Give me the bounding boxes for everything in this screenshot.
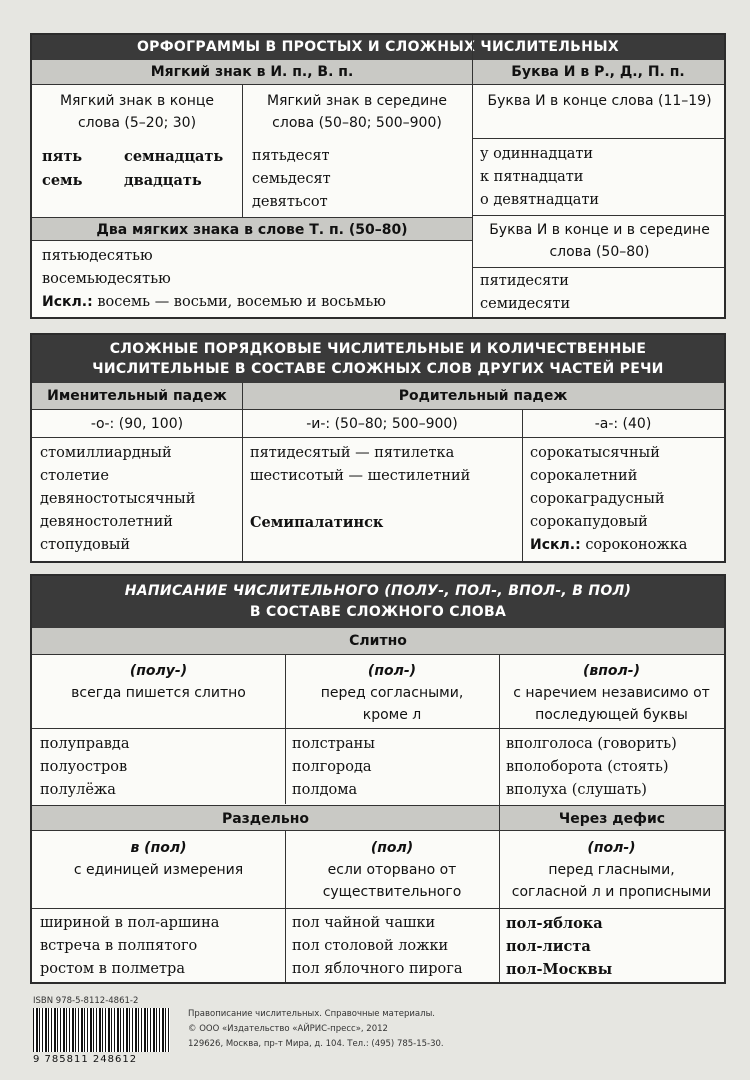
word: двадцать: [124, 172, 202, 189]
col2-description: Мягкий знак в середине слова (50–80; 500–900): [266, 93, 448, 131]
word: шириной в пол-аршина: [40, 915, 220, 931]
pol3-head: (пол-): [587, 840, 636, 856]
word: пятидесятый — пятилетка: [250, 445, 455, 461]
word: пол яблочного пирога: [292, 961, 463, 977]
word: пол-Москвы: [506, 961, 613, 978]
exception-text: сороконожка: [585, 537, 688, 553]
section3-title-line2: В СОСТАВЕ СЛОЖНОГО СЛОВА: [249, 604, 507, 620]
word: ростом в полметра: [40, 961, 185, 977]
pol-desc: перед согласными, кроме л: [320, 685, 464, 723]
pol-head: (пол-): [367, 663, 417, 679]
word: вполголоса (говорить): [506, 736, 677, 752]
col3b-description: Буква И в конце и в середине слова (50–80): [489, 222, 710, 260]
col3b-examples: [480, 270, 720, 316]
pol2-examples: [292, 912, 497, 981]
section2-title-line2: ЧИСЛИТЕЛЬНЫЕ В СОСТАВЕ СЛОЖНЫХ СЛОВ ДРУГИХ ЧАСТЕЙ РЕЧИ: [92, 361, 664, 377]
word: пол-листа: [506, 938, 591, 955]
pol2-cell: [285, 837, 499, 903]
vpol-desc: с наречием независимо от последующей буквы: [513, 685, 710, 723]
col-o-examples: [40, 442, 240, 557]
word: пол чайной чашки: [292, 915, 436, 931]
word: семь: [42, 172, 83, 189]
section2-title: [32, 335, 724, 383]
section3-title: [32, 576, 724, 628]
isbn: ISBN 978-5-8112-4861-2: [33, 996, 139, 1006]
word: сорокалетний: [530, 468, 638, 484]
sub-i: -и-: (50–80; 500–900): [306, 416, 458, 432]
polu-examples: [40, 733, 280, 802]
word: Семипалатинск: [250, 514, 384, 531]
word: столетие: [40, 468, 109, 484]
vpol2-head: в (пол): [130, 840, 187, 856]
exception-label: Искл.:: [530, 537, 581, 553]
word: сорокатысячный: [530, 445, 660, 461]
word: стомиллиардный: [40, 445, 172, 461]
sub-a: -а-: (40): [594, 416, 652, 432]
word: пол столовой ложки: [292, 938, 449, 954]
two-soft-header: Два мягких знака в слове Т. п. (50–80): [32, 217, 472, 241]
polu-cell: [32, 660, 285, 704]
exception-label: Искл.:: [42, 294, 93, 310]
sub-o: -о-: (90, 100): [90, 416, 184, 432]
word: о девятнадцати: [480, 192, 600, 208]
right-header-text: Буква И в Р., Д., П. п.: [511, 64, 685, 80]
two-soft-examples: [42, 245, 472, 314]
word: полуостров: [40, 759, 128, 775]
pol2-head: (пол): [370, 840, 414, 856]
vpol-examples: [506, 733, 722, 802]
word: вполуха (слушать): [506, 782, 647, 798]
col3-examples: [480, 143, 720, 212]
separate-header: Раздельно: [32, 805, 499, 831]
col3-description: Буква И в конце слова (11–19): [487, 93, 712, 109]
word: пять: [42, 148, 83, 165]
footer-line1: Правописание числительных. Справочные материалы.: [188, 1009, 435, 1019]
pol3-cell: [499, 837, 724, 903]
word: девятьсот: [252, 194, 328, 210]
word: полстраны: [292, 736, 375, 752]
word: семьдесят: [252, 171, 331, 187]
header-nominative: Именительный падеж: [32, 383, 242, 409]
pol3-desc: перед гласными, согласной л и прописными: [511, 862, 712, 900]
barcode: [33, 1008, 170, 1052]
word: полдома: [292, 782, 358, 798]
fused-header: Слитно: [32, 628, 724, 654]
left-header: Мягкий знак в И. п., В. п.: [32, 60, 472, 84]
word: семидесяти: [480, 296, 571, 312]
word: у одиннадцати: [480, 146, 594, 162]
word: восемьюдесятью: [42, 271, 171, 287]
ordinal-card: [30, 333, 726, 563]
footer-line2: © ООО «Издательство «АЙРИС-пресс», 2012: [188, 1024, 388, 1034]
vpol2-examples: [40, 912, 282, 981]
word: к пятнадцати: [480, 169, 584, 185]
section1-title: ОРФОГРАММЫ В ПРОСТЫХ И СЛОЖНЫХ ЧИСЛИТЕЛЬНЫХ: [32, 35, 724, 60]
spelling-card: [30, 33, 726, 319]
polu-desc: всегда пишется слитно: [71, 685, 246, 701]
pol-cell: [285, 660, 499, 726]
col-i-examples: [250, 442, 520, 534]
word: пятидесяти: [480, 273, 569, 289]
word: стопудовый: [40, 537, 131, 553]
half-card: [30, 574, 726, 984]
exception-text: восемь — восьми, восемью и восьмью: [97, 294, 386, 310]
word: полгорода: [292, 759, 372, 775]
vpol2-desc: с единицей измерения: [73, 862, 244, 878]
word: вполоборота (стоять): [506, 759, 669, 775]
pol-examples: [292, 733, 497, 802]
word: встреча в полпятого: [40, 938, 198, 954]
word: шестисотый — шестилетний: [250, 468, 471, 484]
word: семнадцать: [124, 148, 224, 165]
hyphen-header: Через дефис: [499, 805, 724, 831]
col1-description: Мягкий знак в конце слова (5–20; 30): [59, 93, 215, 131]
word: сорокапудовый: [530, 514, 648, 530]
pol2-desc: если оторвано от существительного: [322, 862, 462, 900]
section3-title-line1: НАПИСАНИЕ ЧИСЛИТЕЛЬНОГО (ПОЛУ-, ПОЛ-, ВПОЛ-, В ПОЛ): [124, 583, 632, 599]
right-header: [472, 60, 724, 84]
col-a-examples: [530, 442, 722, 557]
word: пятьдесят: [252, 148, 330, 164]
word: сорокаградусный: [530, 491, 665, 507]
vpol2-cell: [32, 837, 285, 881]
barcode-digits: 9 785811 248612: [33, 1054, 138, 1065]
word: полуправда: [40, 736, 130, 752]
section2-title-line1: СЛОЖНЫЕ ПОРЯДКОВЫЕ ЧИСЛИТЕЛЬНЫЕ И КОЛИЧЕСТВЕННЫЕ: [109, 341, 647, 357]
vpol-head: (впол-): [582, 663, 640, 679]
pol3-examples: [506, 912, 722, 981]
vpol-cell: [499, 660, 724, 726]
word: девяностолетний: [40, 514, 173, 530]
word: пятьюдесятью: [42, 248, 153, 264]
word: пол-яблока: [506, 915, 603, 932]
footer-line3: 129626, Москва, пр-т Мира, д. 104. Тел.: (495) 785-15-30.: [188, 1039, 444, 1049]
header-genitive: Родительный падеж: [242, 383, 724, 409]
col2-examples: [252, 145, 467, 214]
col1-examples: [42, 145, 242, 193]
word: девяностотысячный: [40, 491, 196, 507]
word: полулёжа: [40, 782, 116, 798]
polu-head: (полу-): [129, 663, 188, 679]
